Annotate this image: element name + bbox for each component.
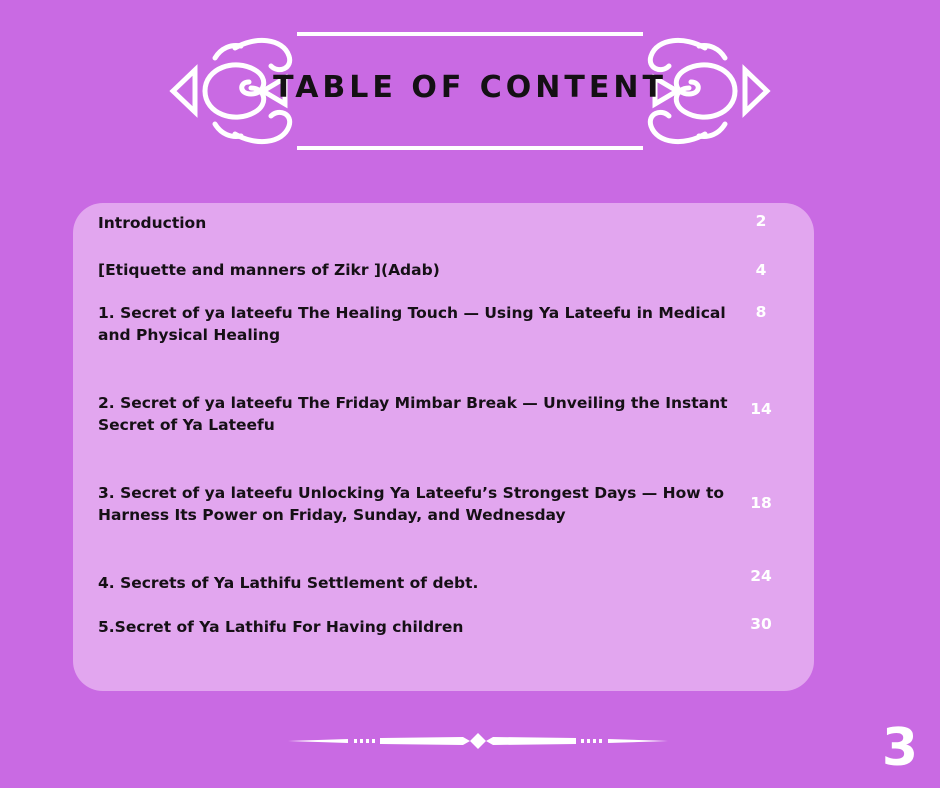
toc-entry-page: 24 xyxy=(750,567,772,585)
toc-entry-text: 4. Secrets of Ya Lathifu Settlement of debt. xyxy=(98,574,479,592)
toc-entry-page: 4 xyxy=(755,261,767,279)
toc-entry-text: 3. Secret of ya lateefu Unlocking Ya Lateefu’s Strongest Days — How to Harness Its Power on Friday, Sunday, and Wednesday xyxy=(98,484,725,524)
toc-entry-text: Introduction xyxy=(98,214,207,232)
divider-ornament xyxy=(288,730,668,752)
toc-entry-page: 2 xyxy=(755,212,767,230)
toc-entry-page: 18 xyxy=(750,494,772,512)
toc-entry-text: 5.Secret of Ya Lathifu For Having children xyxy=(98,618,464,636)
page-title: TABLE OF CONTENT xyxy=(273,70,667,105)
toc-entry-page: 14 xyxy=(750,400,772,418)
toc-entry-page: 30 xyxy=(750,615,772,633)
toc-entry-text: 1. Secret of ya lateefu The Healing Touch — Using Ya Lateefu in Medical and Physical Healing xyxy=(98,304,726,344)
toc-entry-text: 2. Secret of ya lateefu The Friday Mimbar Break — Unveiling the Instant Secret of Ya Lateefu xyxy=(98,394,728,434)
toc-entry-text: [Etiquette and manners of Zikr ](Adab) xyxy=(98,261,440,279)
toc-entry-page: 8 xyxy=(755,303,767,321)
page-number: 3 xyxy=(881,718,918,778)
